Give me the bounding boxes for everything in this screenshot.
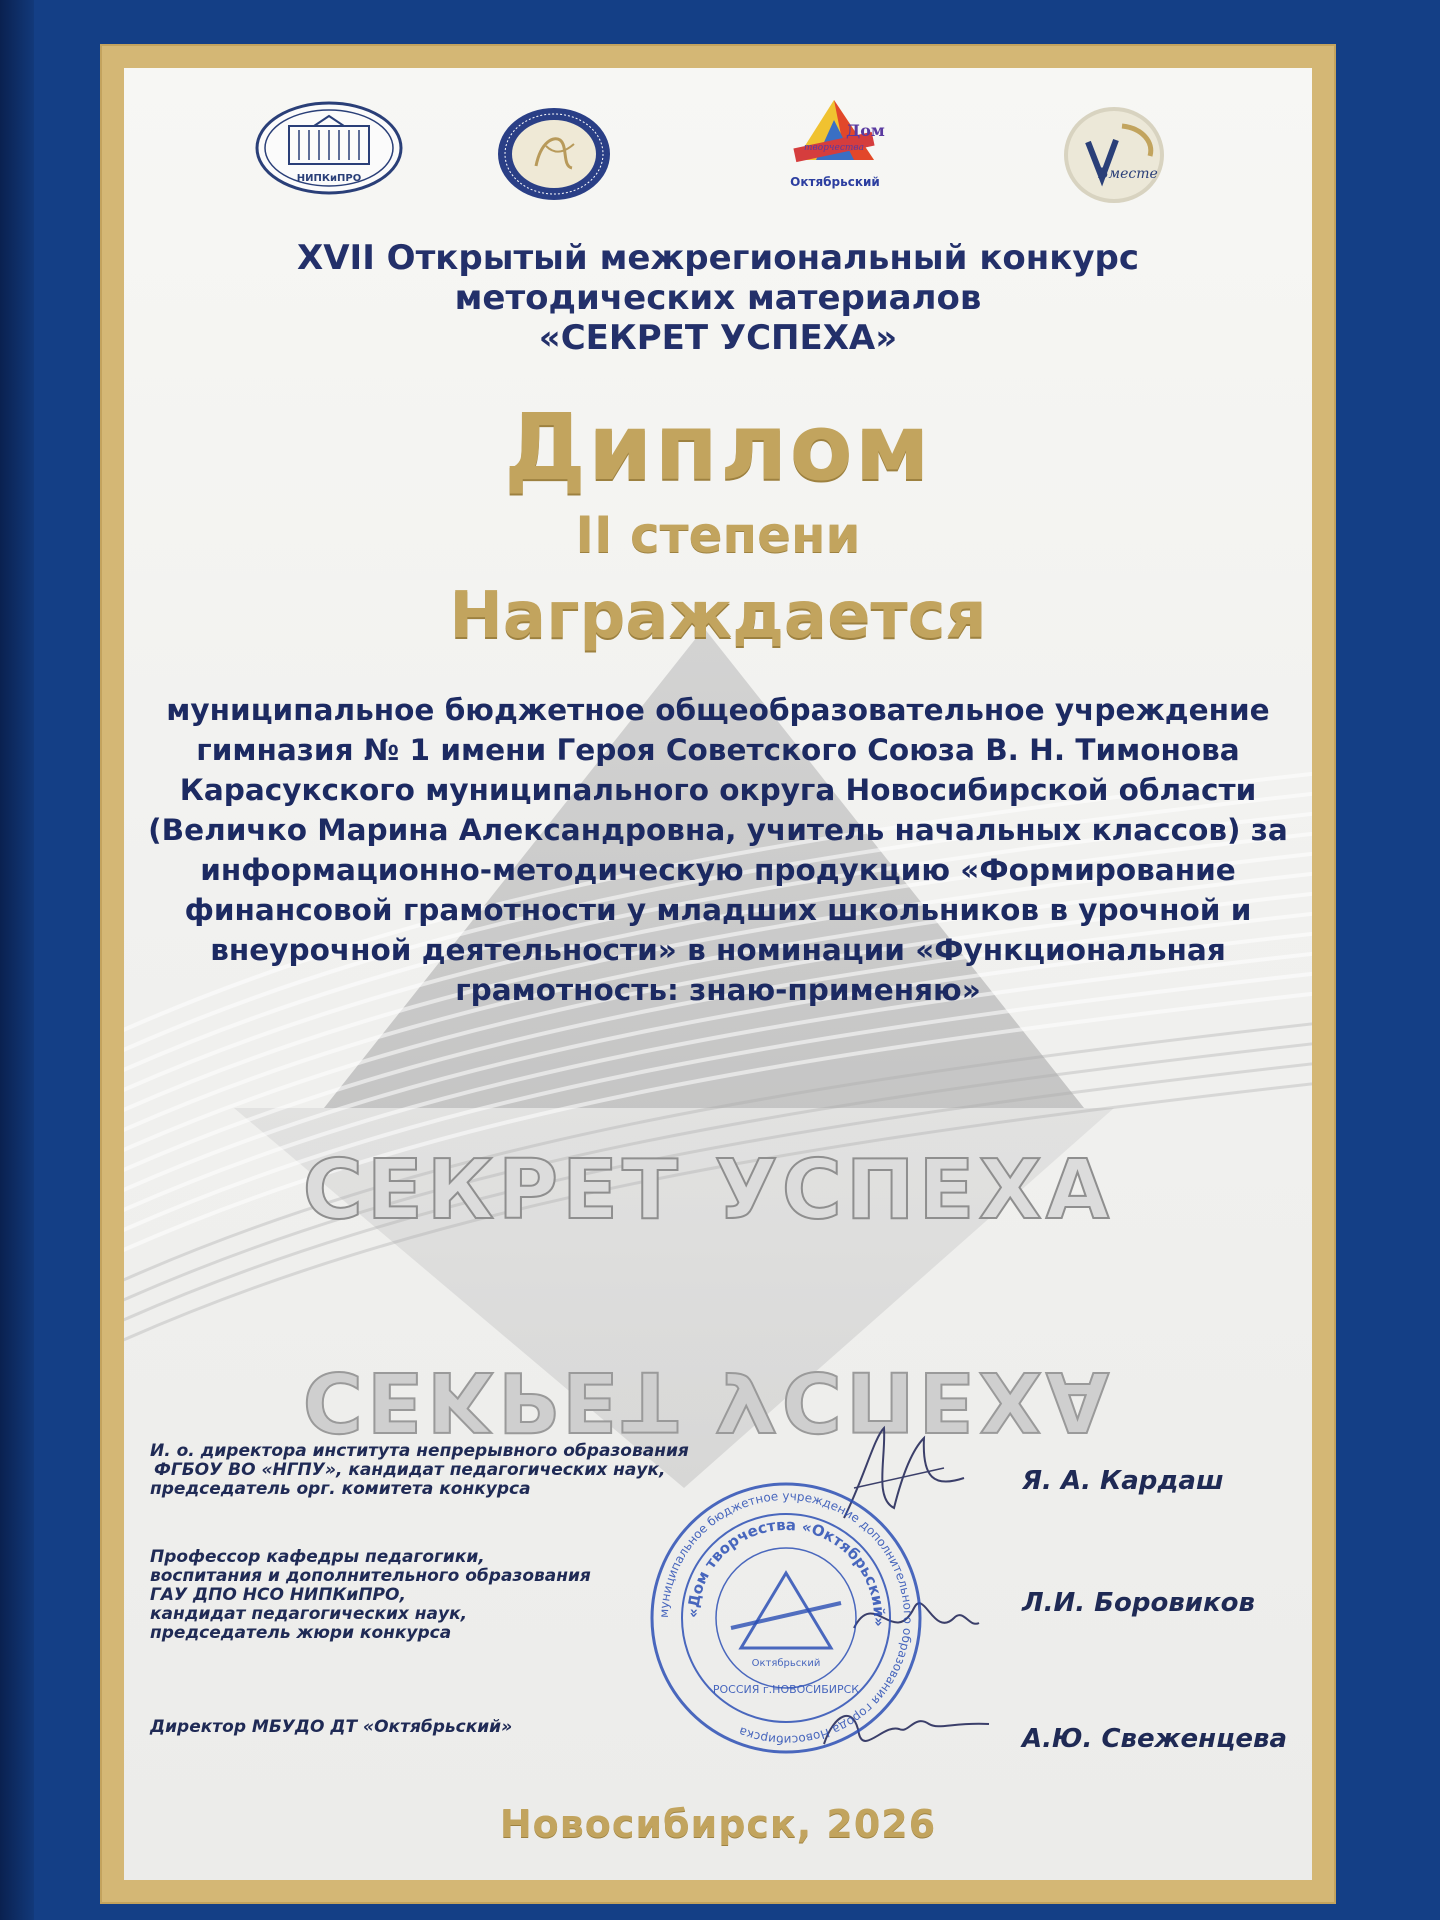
award-text-line: гимназия № 1 имени Героя Советского Союза В. Н. Тимонова [196, 733, 1240, 767]
logo-vmeste-caption: Вместе [1098, 166, 1158, 182]
signatory-3-name: А.Ю. Свеженцева [1022, 1724, 1287, 1754]
logo-nipkipro-caption: НИПКиПРО [296, 173, 362, 184]
city-date: Новосибирск, 2026 [499, 1802, 937, 1846]
logo-dom-word: Дом [846, 121, 885, 140]
signatory-role-line: Профессор кафедры педагогики, [150, 1547, 485, 1567]
contest-title-line3: «СЕКРЕТ УСПЕХА» [538, 318, 898, 358]
contest-title [124, 238, 1312, 358]
logo-ngpu [496, 106, 612, 202]
diploma-sheet [124, 68, 1312, 1880]
stamp-inner-text: «Дом творчества «Октябрьский» [683, 1515, 889, 1628]
diploma-title: Диплом [504, 394, 932, 501]
award-text-line: грамотность: знаю-применяю» [455, 973, 981, 1007]
signatory-role-line: И. о. директора института непрерывного образования [150, 1441, 689, 1461]
signatory-1-role [150, 1442, 689, 1499]
awarded-heading: Награждается [449, 579, 987, 653]
stamp-center-text: Октябрьский [751, 1658, 821, 1669]
official-stamp [646, 1478, 926, 1758]
stamp-bottom-text: РОССИЯ г.НОВОСИБИРСК [712, 1683, 860, 1696]
signatory-role-line: воспитания и дополнительного образования [150, 1566, 591, 1586]
stamp-outer-text: муниципальное бюджетное учреждение дополнительного образования города Новосибирска [656, 1488, 916, 1748]
award-text [124, 690, 1312, 1010]
signatory-2-role [150, 1548, 591, 1643]
signatory-role-line: ФГБОУ ВО «НГПУ», кандидат педагогических наук, [154, 1460, 666, 1480]
award-text-line: муниципальное бюджетное общеобразовательное учреждение [166, 693, 1270, 727]
logo-dom-sub: творчества [803, 143, 865, 153]
background-edge [0, 0, 34, 1920]
signatory-role-line: ГАУ ДПО НСО НИПКиПРО, [150, 1585, 406, 1605]
watermark-text-top: СЕКРЕТ УСПЕХА [302, 1143, 1114, 1238]
award-text-line: (Величко Марина Александровна, учитель начальных классов) за [148, 813, 1288, 847]
signatory-1-name: Я. А. Кардаш [1022, 1466, 1224, 1496]
signatory-2-name: Л.И. Боровиков [1022, 1588, 1255, 1618]
diploma-degree: II степени [575, 506, 861, 564]
logo-vmeste [1062, 104, 1170, 206]
signatory-3-role [150, 1718, 512, 1737]
award-text-line: внеурочной деятельности» в номинации «Функциональная [210, 933, 1226, 967]
signatory-role-line: Директор МБУДО ДТ «Октябрьский» [150, 1717, 513, 1737]
signatory-role-line: кандидат педагогических наук, [150, 1604, 468, 1624]
logo-dom-tvorchestva [776, 90, 894, 200]
contest-title-line2: методических материалов [454, 278, 982, 318]
signatory-role-line: председатель орг. комитета конкурса [150, 1479, 531, 1499]
contest-title-line1: XVII Открытый межрегиональный конкурс [297, 238, 1139, 278]
signatory-role-line: председатель жюри конкурса [150, 1623, 452, 1643]
award-text-line: информационно-методическую продукцию «Формирование [200, 853, 1236, 887]
award-text-line: финансовой грамотности у младших школьников в урочной и [184, 893, 1252, 927]
award-text-line: Карасукского муниципального округа Новосибирской области [179, 773, 1257, 807]
logo-nipkipro [254, 98, 404, 198]
watermark-text-bottom: СЕКРЕТ УСПЕХА [302, 1353, 1114, 1448]
logo-dom-caption: Октябрьский [790, 175, 880, 189]
